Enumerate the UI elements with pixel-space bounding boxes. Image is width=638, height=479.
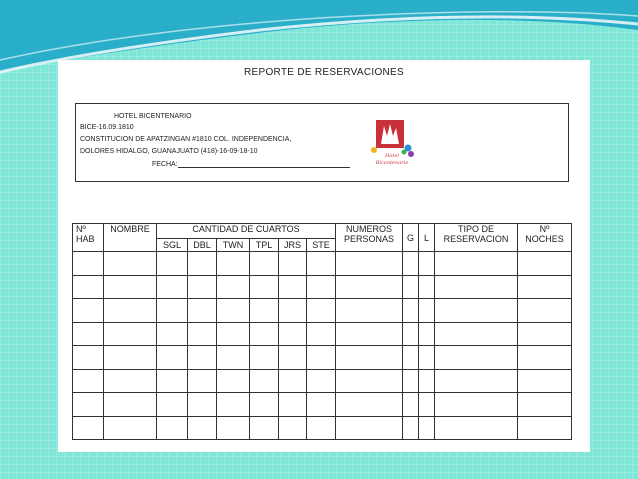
table-cell[interactable] [104,275,157,299]
table-cell[interactable] [419,369,435,393]
table-cell[interactable] [73,275,104,299]
table-row [73,369,572,393]
table-cell[interactable] [217,416,250,440]
table-cell[interactable] [419,275,435,299]
table-cell[interactable] [307,299,336,323]
table-cell[interactable] [250,275,279,299]
table-cell[interactable] [188,299,217,323]
table-cell[interactable] [217,322,250,346]
table-cell[interactable] [73,393,104,417]
table-cell[interactable] [518,322,572,346]
table-cell[interactable] [419,299,435,323]
col-header-nombre: NOMBRE [104,224,157,252]
table-cell[interactable] [518,369,572,393]
col-header-cantidad: CANTIDAD DE CUARTOS [157,224,336,239]
table-cell[interactable] [403,275,419,299]
table-cell[interactable] [279,322,307,346]
report-title: REPORTE DE RESERVACIONES [243,67,405,78]
table-cell[interactable] [518,275,572,299]
hotel-logo-icon [368,118,416,170]
table-cell[interactable] [73,299,104,323]
table-cell[interactable] [518,393,572,417]
table-cell[interactable] [279,299,307,323]
table-cell[interactable] [435,322,518,346]
col-header-hab-line1: Nº [76,224,86,234]
table-row [73,275,572,299]
col-header-noches-line2: NOCHES [525,234,564,244]
table-cell[interactable] [336,252,403,276]
table-cell[interactable] [403,252,419,276]
table-cell[interactable] [403,322,419,346]
table-cell[interactable] [403,393,419,417]
table-cell[interactable] [279,416,307,440]
table-cell[interactable] [157,416,188,440]
reservations-table [72,223,572,440]
table-cell[interactable] [188,416,217,440]
col-header-tipo-line1: TIPO DE [457,224,494,234]
table-body [73,252,572,440]
table-row [73,346,572,370]
col-header-numeros-line2: PERSONAS [343,234,394,244]
table-cell[interactable] [336,322,403,346]
table-cell[interactable] [518,299,572,323]
col-header-noches [518,224,572,252]
table-cell[interactable] [419,416,435,440]
table-cell[interactable] [104,252,157,276]
table-cell[interactable] [435,299,518,323]
table-cell[interactable] [157,393,188,417]
table-cell[interactable] [188,322,217,346]
table-cell[interactable] [518,416,572,440]
table-cell[interactable] [217,275,250,299]
table-cell[interactable] [336,416,403,440]
hotel-code: BICE-16.09.1810 [80,124,134,131]
col-header-jrs: JRS [279,239,307,252]
table-cell[interactable] [403,299,419,323]
table-cell[interactable] [73,369,104,393]
table-cell[interactable] [73,252,104,276]
table-row [73,299,572,323]
table-cell[interactable] [279,346,307,370]
table-cell[interactable] [217,393,250,417]
table-cell[interactable] [279,393,307,417]
hotel-address-line2: DOLORES HIDALGO, GUANAJUATO (418)-16-09-18-10 [80,148,258,155]
table-cell[interactable] [419,252,435,276]
table-cell[interactable] [104,346,157,370]
table-cell[interactable] [336,275,403,299]
hotel-address-line1: CONSTITUCION DE APATZINGAN #1810 COL. INDEPENDENCIA, [80,136,292,143]
col-header-numeros-line1: NUMEROS [345,224,392,234]
table-cell[interactable] [307,416,336,440]
table-cell[interactable] [157,299,188,323]
col-header-dbl: DBL [188,239,217,252]
hotel-name: HOTEL BICENTENARIO [114,113,192,120]
table-cell[interactable] [73,416,104,440]
table-cell[interactable] [104,393,157,417]
table-cell[interactable] [403,416,419,440]
col-header-tipo-line2: RESERVACION [443,234,509,244]
table-cell[interactable] [307,252,336,276]
table-cell[interactable] [250,322,279,346]
table-cell[interactable] [403,346,419,370]
table-row [73,322,572,346]
logo-text-2: Bicentenario [375,160,409,166]
table-cell[interactable] [217,299,250,323]
fecha-row [152,160,350,168]
table-cell[interactable] [104,322,157,346]
table-row [73,416,572,440]
table-cell[interactable] [157,369,188,393]
table-cell[interactable] [307,346,336,370]
table-cell[interactable] [419,393,435,417]
col-header-sgl: SGL [157,239,188,252]
table-cell[interactable] [419,322,435,346]
table-cell[interactable] [307,275,336,299]
table-cell[interactable] [435,369,518,393]
table-cell[interactable] [188,252,217,276]
table-cell[interactable] [250,369,279,393]
col-header-numeros [336,224,403,252]
table-cell[interactable] [188,393,217,417]
table-cell[interactable] [188,369,217,393]
table-cell[interactable] [435,252,518,276]
table-cell[interactable] [188,346,217,370]
table-cell[interactable] [279,252,307,276]
col-header-g: G [403,224,419,252]
col-header-l: L [419,224,435,252]
fecha-label: FECHA: [152,161,178,168]
table-cell[interactable] [73,322,104,346]
table-cell[interactable] [250,416,279,440]
table-cell[interactable] [518,252,572,276]
table-cell[interactable] [104,299,157,323]
col-header-twn: TWN [217,239,250,252]
table-cell[interactable] [518,346,572,370]
table-cell[interactable] [307,393,336,417]
fecha-field [178,160,350,168]
col-header-tpl: TPL [250,239,279,252]
table-cell[interactable] [435,393,518,417]
table-cell[interactable] [217,346,250,370]
table-cell[interactable] [435,346,518,370]
table-cell[interactable] [250,252,279,276]
table-cell[interactable] [104,369,157,393]
table-row [73,252,572,276]
table-cell[interactable] [307,369,336,393]
col-header-noches-line1: Nº [539,224,550,234]
col-header-hab [73,224,104,252]
table-row [73,393,572,417]
table-cell[interactable] [157,322,188,346]
table-cell[interactable] [217,369,250,393]
table-cell[interactable] [188,275,217,299]
table-cell[interactable] [279,369,307,393]
col-header-ste: STE [307,239,336,252]
table-cell[interactable] [104,416,157,440]
table-cell[interactable] [279,275,307,299]
table-cell[interactable] [307,322,336,346]
table-cell[interactable] [435,416,518,440]
col-header-hab-line2: HAB [76,234,95,244]
table-cell[interactable] [250,393,279,417]
table-cell[interactable] [250,299,279,323]
table-cell[interactable] [73,346,104,370]
table-cell[interactable] [217,252,250,276]
table-cell[interactable] [419,346,435,370]
col-header-tipo [435,224,518,252]
table-cell[interactable] [336,369,403,393]
table-cell[interactable] [157,275,188,299]
hotel-info-box [75,103,569,182]
table-cell[interactable] [157,252,188,276]
table-cell[interactable] [336,299,403,323]
report-page [58,60,590,452]
table-cell[interactable] [157,346,188,370]
table-cell[interactable] [336,346,403,370]
logo-text-1: Hotel [385,153,399,159]
table-cell[interactable] [403,369,419,393]
table-cell[interactable] [336,393,403,417]
table-cell[interactable] [435,275,518,299]
table-cell[interactable] [250,346,279,370]
